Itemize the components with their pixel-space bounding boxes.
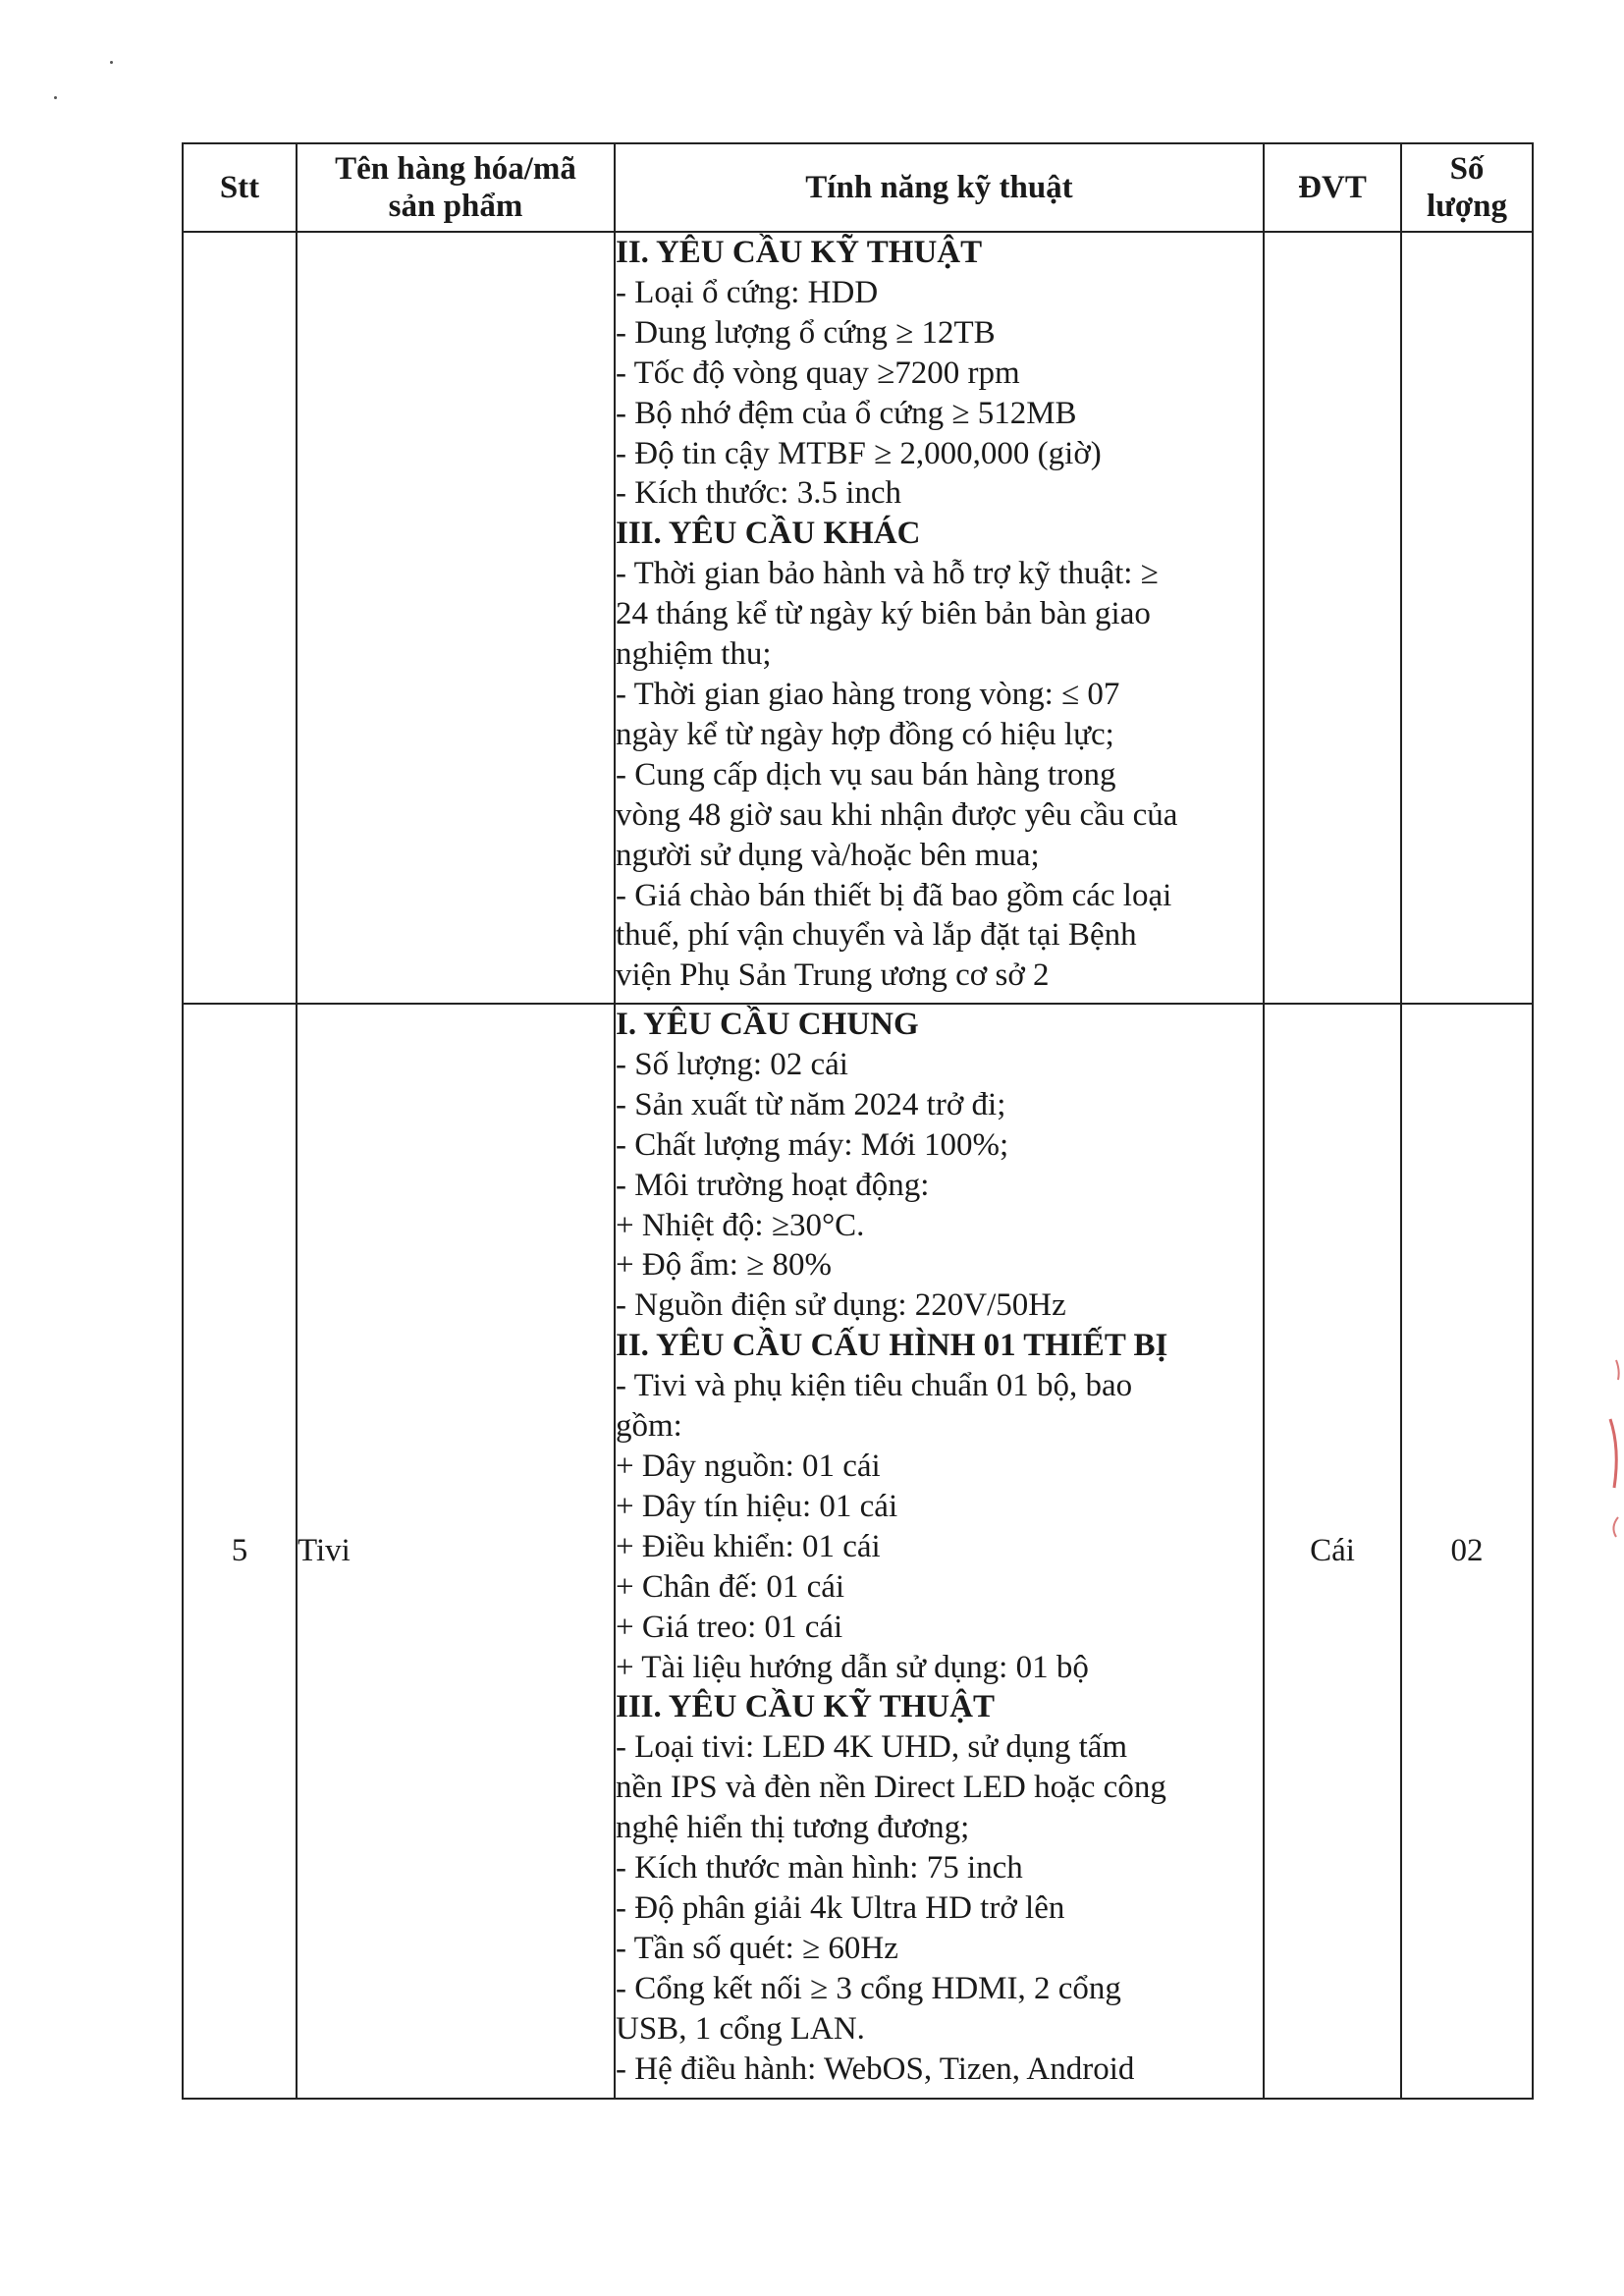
spec-line: + Nhiệt độ: ≥30°C. [616,1207,865,1243]
cell-spec [615,232,1264,1004]
spec-line: - Kích thước màn hình: 75 inch [616,1850,1023,1886]
cell-qty: 02 [1401,1004,1533,2099]
spec-line: - Độ phân giải 4k Ultra HD trở lên [616,1889,1065,1926]
spec-line: - Tần số quét: ≥ 60Hz [616,1930,898,1966]
spec-line: - Tốc độ vòng quay ≥7200 rpm [616,355,1020,391]
cell-name: Tivi [297,1004,615,2099]
spec-line: + Dây nguồn: 01 cái [616,1448,881,1484]
header-qty: Số lượng [1401,143,1533,232]
spec-lines [616,1005,1263,2089]
cell-stt: 5 [183,1004,297,2099]
table-row-continued [183,232,1533,1004]
spec-section-heading: III. YÊU CẦU KỸ THUẬT [616,1689,995,1725]
spec-line: viện Phụ Sản Trung ương cơ sở 2 [616,957,1050,994]
spec-line: + Độ ẩm: ≥ 80% [616,1247,833,1284]
spec-line: - Cổng kết nối ≥ 3 cổng HDMI, 2 cổng [616,1970,1121,2006]
spec-line: - Môi trường hoạt động: [616,1167,930,1203]
spec-line: - Loại tivi: LED 4K UHD, sử dụng tấm [616,1729,1128,1766]
stamp-edge-mark [1606,1350,1624,1547]
spec-line: gồm: [616,1408,682,1445]
spec-line: + Tài liệu hướng dẫn sử dụng: 01 bộ [616,1649,1089,1685]
cell-unit [1264,232,1401,1004]
table-row [183,1004,1533,2099]
spec-line: - Loại ổ cứng: HDD [616,274,879,310]
header-row [183,143,1533,232]
spec-line: + Chân đế: 01 cái [616,1568,845,1605]
cell-spec [615,1004,1264,2099]
spec-line: - Cung cấp dịch vụ sau bán hàng trong [616,756,1116,793]
spec-line: nghệ hiển thị tương đương; [616,1810,970,1846]
spec-line: - Giá chào bán thiết bị đã bao gồm các loại [616,877,1172,913]
spec-line: - Thời gian giao hàng trong vòng: ≤ 07 [616,676,1120,712]
spec-line: nền IPS và đèn nền Direct LED hoặc công [616,1770,1166,1806]
cell-name [297,232,615,1004]
spec-line: - Sản xuất từ năm 2024 trở đi; [616,1086,1006,1122]
spec-section-heading: II. YÊU CẦU KỸ THUẬT [616,235,983,270]
header-spec: Tính năng kỹ thuật [615,143,1264,232]
spec-line: - Nguồn điện sử dụng: 220V/50Hz [616,1287,1066,1324]
header-name: Tên hàng hóa/mã sản phẩm [297,143,615,232]
header-unit: ĐVT [1264,143,1401,232]
spec-line: + Giá treo: 01 cái [616,1609,843,1645]
spec-line: + Dây tín hiệu: 01 cái [616,1488,898,1524]
spec-line: người sử dụng và/hoặc bên mua; [616,837,1040,873]
spec-line: - Kích thước: 3.5 inch [616,475,902,512]
spec-line: - Tivi và phụ kiện tiêu chuẩn 01 bộ, bao [616,1368,1133,1404]
spec-line: vòng 48 giờ sau khi nhận được yêu cầu của [616,796,1178,833]
cell-stt [183,232,297,1004]
spec-line: - Độ tin cậy MTBF ≥ 2,000,000 (giờ) [616,435,1102,471]
spec-line: - Bộ nhớ đệm của ổ cứng ≥ 512MB [616,395,1077,431]
spec-section-heading: I. YÊU CẦU CHUNG [616,1007,919,1042]
spec-line: - Thời gian bảo hành và hỗ trợ kỹ thuật: ≥ [616,556,1159,592]
scan-speck [54,96,57,99]
scan-speck [110,61,113,64]
spec-line: - Số lượng: 02 cái [616,1046,848,1082]
spec-section-heading: III. YÊU CẦU KHÁC [616,516,921,552]
spec-line: - Chất lượng máy: Mới 100%; [616,1126,1009,1163]
spec-table [182,142,1534,2100]
spec-line: 24 tháng kể từ ngày ký biên bản bàn giao [616,596,1151,632]
spec-line: - Dung lượng ổ cứng ≥ 12TB [616,314,996,351]
spec-line: nghiệm thu; [616,636,772,673]
spec-line: - Hệ điều hành: WebOS, Tizen, Android [616,2050,1135,2087]
header-stt: Stt [183,143,297,232]
spec-section-heading: II. YÊU CẦU CẤU HÌNH 01 THIẾT BỊ [616,1328,1168,1364]
cell-unit: Cái [1264,1004,1401,2099]
spec-line: USB, 1 cổng LAN. [616,2010,865,2047]
spec-line: + Điều khiển: 01 cái [616,1528,881,1564]
spec-line: ngày kể từ ngày hợp đồng có hiệu lực; [616,716,1114,752]
cell-qty [1401,232,1533,1004]
spec-line: thuế, phí vận chuyển và lắp đặt tại Bệnh [616,917,1137,954]
spec-lines [616,233,1263,996]
